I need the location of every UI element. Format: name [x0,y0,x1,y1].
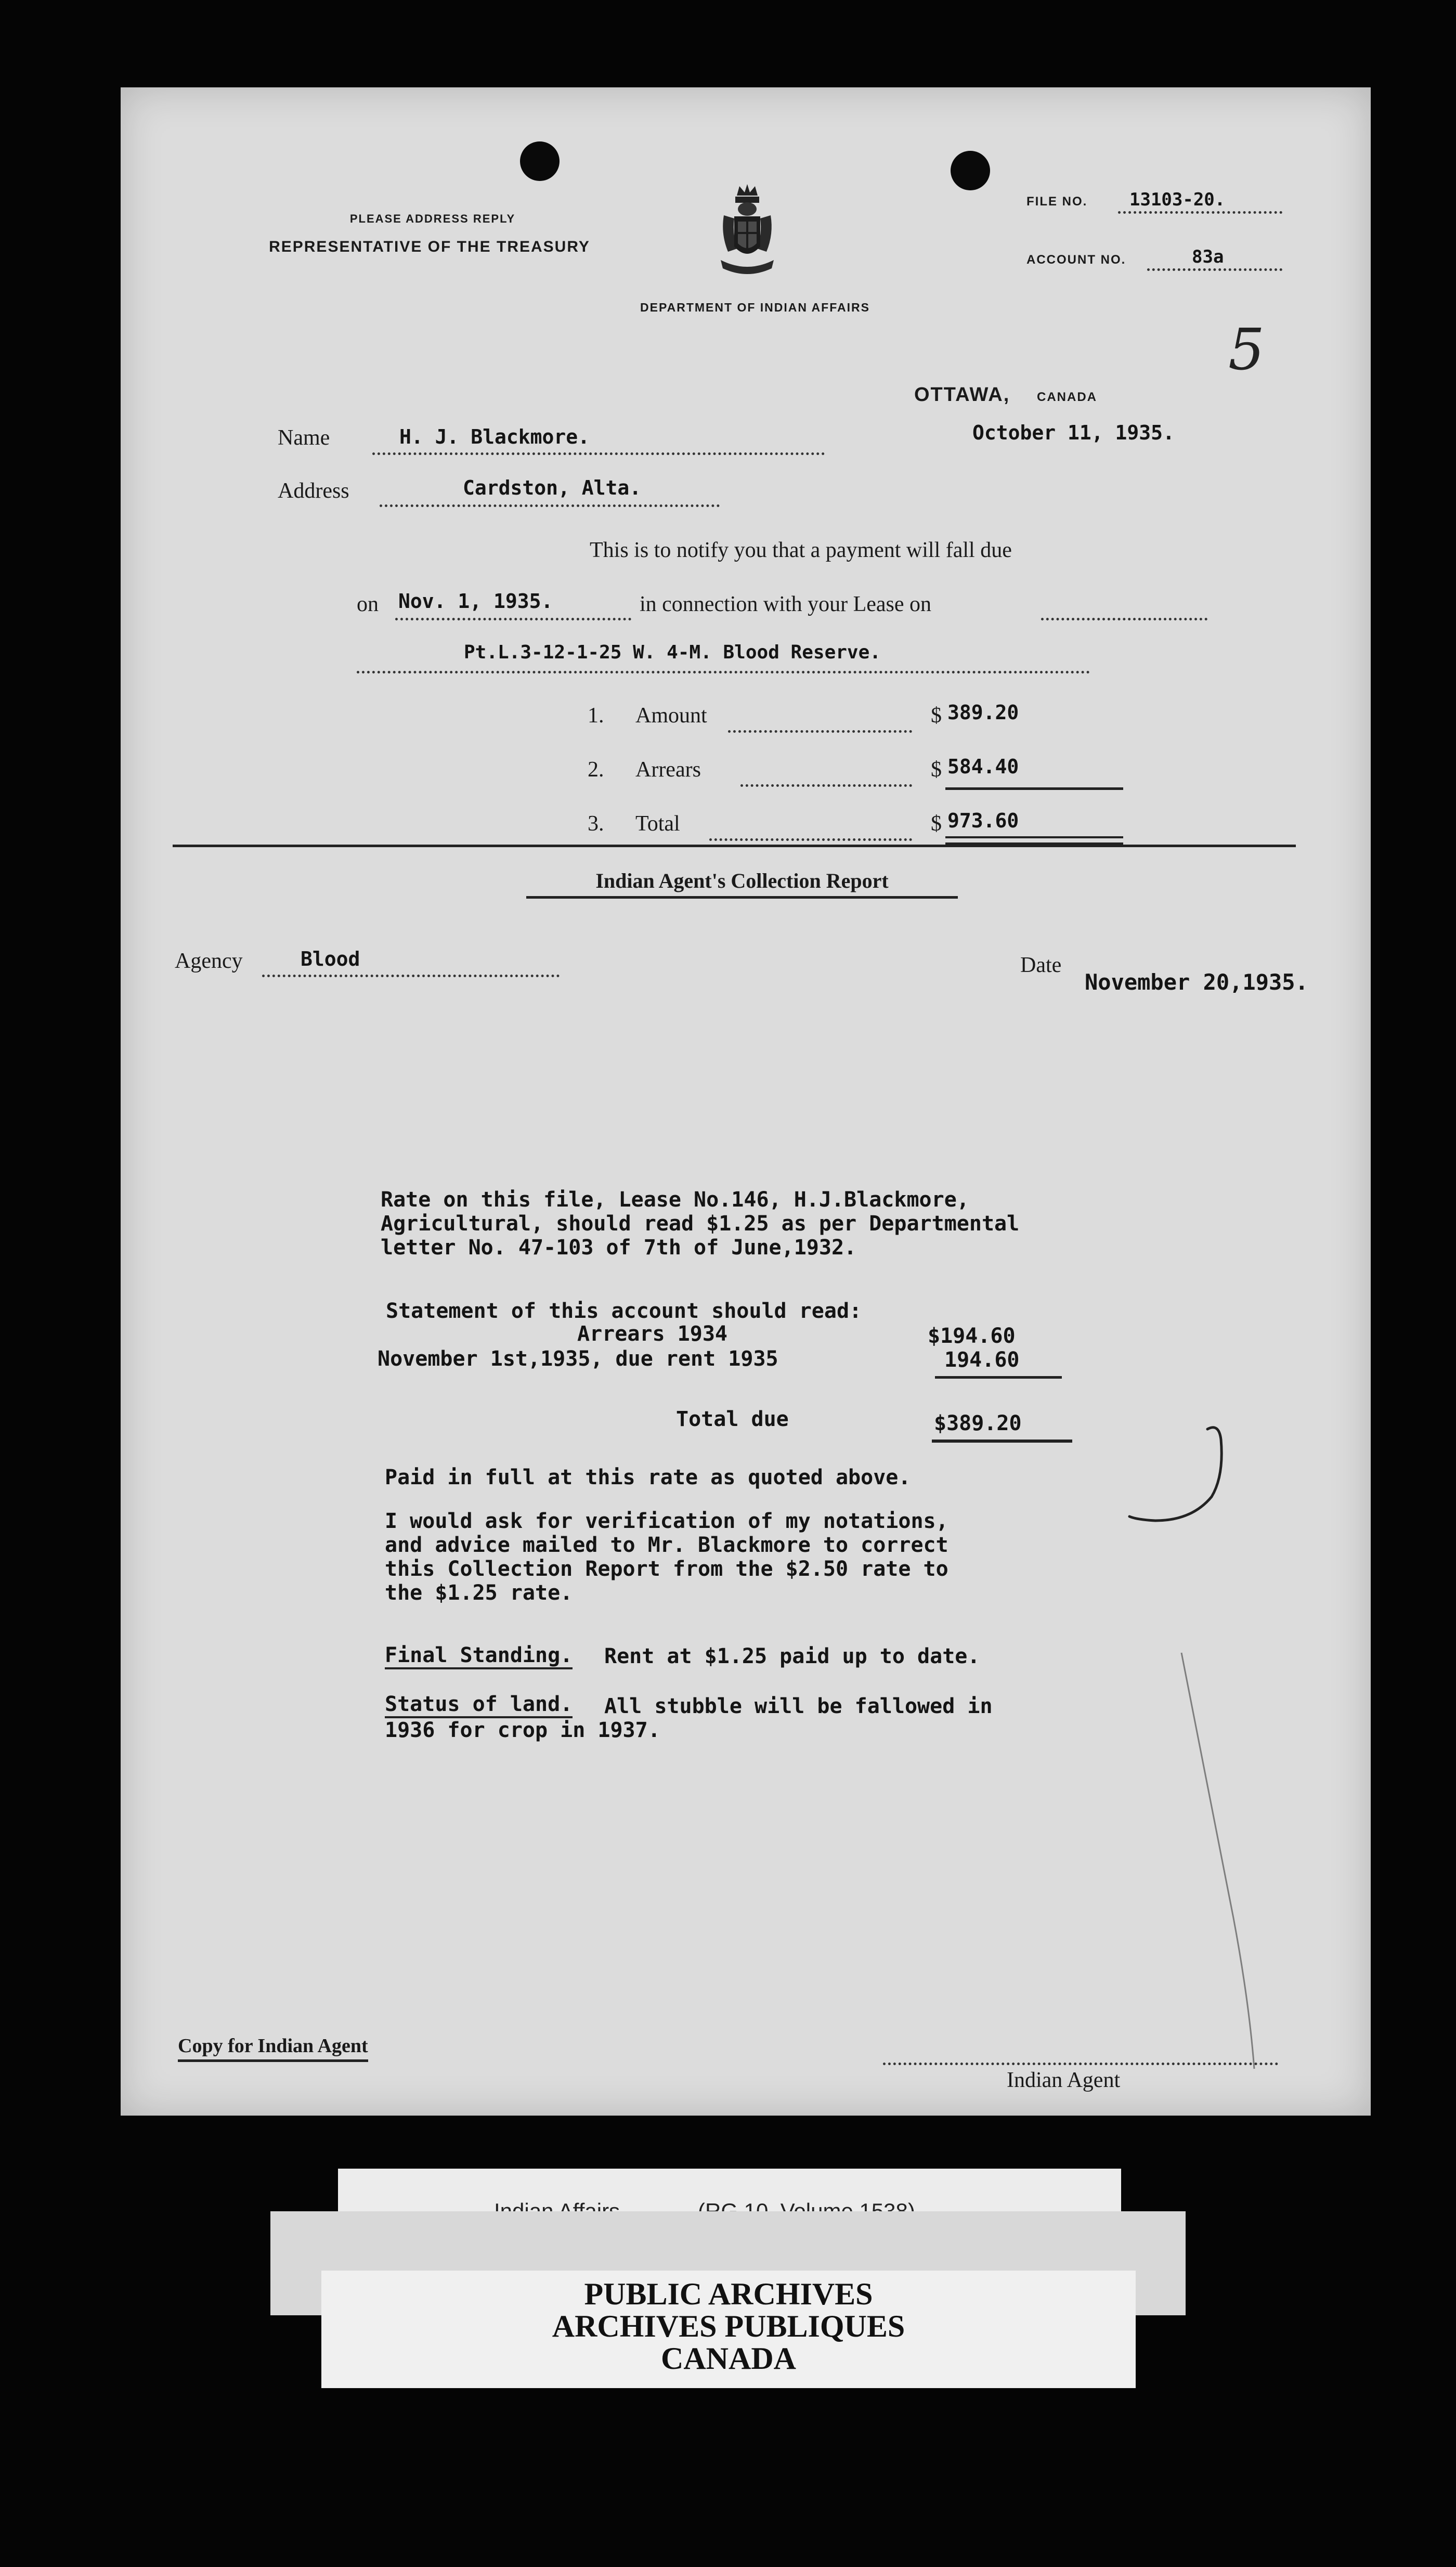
section-divider [173,845,1296,847]
name-value: H. J. Blackmore. [399,425,590,448]
total-due-value: $389.20 [934,1411,1022,1435]
arrears-field [740,763,912,787]
total-currency: $ [931,812,942,836]
report-date-label: Date [1020,953,1062,977]
final-standing-label: Final Standing. [385,1643,573,1669]
lease-field [1041,597,1207,620]
total-label: Total [635,812,680,836]
due-on-label: on [357,592,379,616]
total-double-underline [945,836,1123,845]
document-page [121,87,1371,2116]
statement-rent-value: 194.60 [944,1348,1020,1372]
archive-stamp-card [321,2271,1136,2388]
archive-line-2: ARCHIVES PUBLIQUES [552,2309,905,2343]
verification-paragraph-line: I would ask for verification of my notations, [385,1509,948,1533]
total-field [709,818,912,841]
amount-currency: $ [931,704,942,728]
archive-line-3: CANADA [661,2341,796,2376]
verification-paragraph [385,1509,948,1605]
copy-for-indian-agent: Copy for Indian Agent [178,2034,368,2062]
status-of-land-text [385,1694,993,1742]
arrears-number: 2. [588,758,604,782]
account-no-label: ACCOUNT NO. [1026,253,1126,267]
please-address-reply: PLEASE ADDRESS REPLY [349,212,516,225]
collection-report-heading: Indian Agent's Collection Report [526,868,958,899]
arrears-underline [945,787,1123,790]
archive-line-1: PUBLIC ARCHIVES [584,2277,873,2311]
statement-arrears-label: Arrears 1934 [577,1322,727,1346]
verification-paragraph-line: this Collection Report from the $2.50 rate to [385,1557,948,1581]
status-of-land-line: All stubble will be fallowed in [604,1694,993,1718]
indian-agent-label: Indian Agent [1007,2068,1121,2092]
rate-paragraph [381,1188,1019,1260]
punch-hole-right [951,151,990,190]
paid-in-full-text: Paid in full at this rate as quoted above. [385,1466,911,1489]
ottawa-label: OTTAWA, [914,384,1010,406]
indian-agent-signature-line [883,2047,1278,2065]
report-date-value: November 20,1935. [1085,969,1308,995]
lease-text: in connection with your Lease on [640,592,932,616]
arrears-value: 584.40 [947,755,1019,778]
notice-date: October 11, 1935. [972,421,1175,444]
rate-paragraph-line: Rate on this file, Lease No.146, H.J.Blackmore, [381,1188,969,1212]
status-of-land-line: 1936 for crop in 1937. [385,1718,660,1742]
agency-label: Agency [175,949,243,973]
handwritten-check-mark [1124,1419,1254,1528]
pencil-margin-stroke [1176,1648,1259,2074]
statement-rent-underline [935,1376,1062,1379]
arrears-label: Arrears [635,758,701,782]
amount-field [728,709,912,733]
notification-text: This is to notify you that a payment will fall due [590,538,1012,562]
file-no-label: FILE NO. [1026,195,1088,209]
amount-number: 1. [588,704,604,728]
page-number-mark: 5 [1228,316,1265,383]
department-title: DEPARTMENT OF INDIAN AFFAIRS [640,301,870,314]
punch-hole-left [520,141,560,181]
coat-of-arms-emblem [708,182,786,281]
total-due-underline [932,1440,1072,1443]
rate-paragraph-line: letter No. 47-103 of 7th of June,1932. [381,1236,857,1260]
amount-value: 389.20 [947,701,1019,724]
address-label: Address [278,479,349,503]
rate-paragraph-line: Agricultural, should read $1.25 as per Departmental [381,1212,1020,1236]
amount-label: Amount [635,704,707,728]
final-standing-text: Rent at $1.25 paid up to date. [604,1644,980,1668]
file-no-value: 13103-20. [1129,189,1226,210]
account-no-value: 83a [1192,247,1224,267]
status-of-land-label: Status of land. [385,1692,573,1718]
statement-rent-label: November 1st,1935, due rent 1935 [378,1347,778,1371]
agency-value: Blood [301,948,360,970]
total-value: 973.60 [947,809,1019,832]
statement-arrears-value: $194.60 [928,1324,1016,1348]
due-date-value: Nov. 1, 1935. [398,590,553,613]
total-number: 3. [588,812,604,836]
arrears-currency: $ [931,758,942,782]
address-value: Cardston, Alta. [463,476,642,499]
total-due-label: Total due [676,1407,789,1431]
statement-heading: Statement of this account should read: [386,1299,862,1323]
canada-label: CANADA [1037,390,1097,404]
verification-paragraph-line: the $1.25 rate. [385,1581,573,1605]
representative-of-treasury: REPRESENTATIVE OF THE TREASURY [269,238,590,255]
lease-description-value: Pt.L.3-12-1-25 W. 4-M. Blood Reserve. [464,642,881,663]
name-label: Name [278,426,330,450]
verification-paragraph-line: and advice mailed to Mr. Blackmore to correct [385,1533,948,1557]
